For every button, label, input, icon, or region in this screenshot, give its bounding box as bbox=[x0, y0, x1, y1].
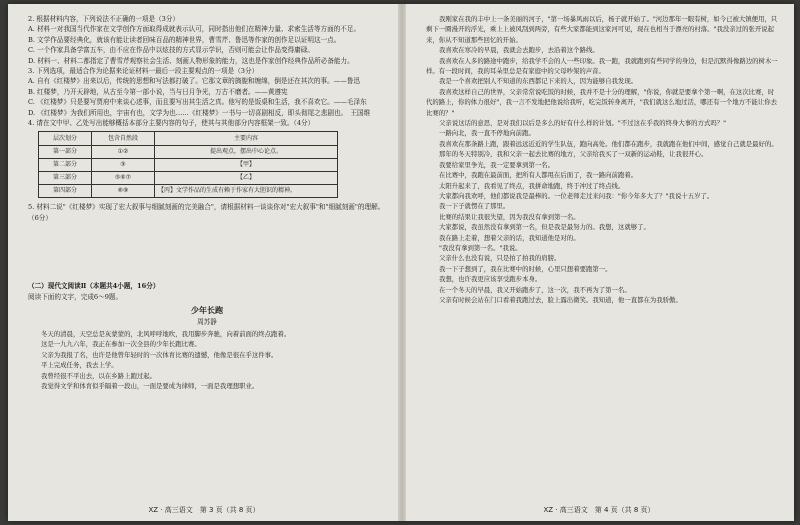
table-cell: 第二部分 bbox=[39, 159, 92, 172]
story-paragraph: 父亲为我报了名，也许是他曾年轻时的一次体育比赛的遗憾，他像是很在乎这件事。 bbox=[41, 350, 278, 359]
story-paragraph: 我在路上走着，想着父亲的话，我知道他是对的。 bbox=[439, 233, 580, 242]
table-row bbox=[39, 185, 338, 198]
page-3-footer: XZ · 高三语文 第 3 页（共 8 页） bbox=[148, 506, 260, 514]
section-heading: （二）现代文阅读Ⅱ（本题共4小题，16分） bbox=[28, 282, 160, 291]
table-row bbox=[39, 146, 338, 159]
story-paragraph: 我刚家在我的丰中上一条美丽的河子，"第一场暴风雨以后，杨子就开始了。"河边那年一眼有树，如今已被大镇便用，只剩下一圈漫开的浮光，乘上上被风刮到两旁，有些大家都能到这家河可见，现在也相当于漂亮的村落。"我没亲过的张开说起来，你从不知道那些回忆的开始。 bbox=[426, 15, 778, 44]
table-cell: 第四部分 bbox=[39, 185, 92, 198]
table-cell: 【乙】 bbox=[155, 172, 338, 185]
story-paragraph: 我觉得文学和体育似乎隔着一段山，一面是要成为律师，一面是我理想职业。 bbox=[41, 381, 259, 390]
structure-table bbox=[38, 131, 338, 198]
table-cell: 提出观点，摆出中心论点。 bbox=[155, 146, 338, 159]
story-paragraph: 平上完成任务，我去上学。 bbox=[41, 361, 118, 370]
story-paragraph: 我想，也许我更应该享受跑步本身。 bbox=[439, 275, 542, 284]
story-paragraph: 一路向北，我一直不停地向前跑。 bbox=[439, 129, 535, 138]
question-3-option-c: C. 《红楼梦》只是要写贾府中来谈心述事，而且要写出其生活之真。他写的是饭桌和生活，我不喜欢它。——毛泽东 bbox=[28, 98, 367, 107]
story-paragraph: 这是一九九六年，我正在参加一次全县的少年长跑比赛。 bbox=[41, 340, 201, 349]
table-cell: ③ bbox=[92, 159, 155, 172]
story-paragraph: 我喜欢在人多的路途中跑步，给我学不会的人一些印象。我一跑，我就跑到有些同学的身边，但是沉默得像路边的树木一样。有一段时间，我的耳朵里总是有家庭中的父母吵架的声音。 bbox=[426, 56, 778, 76]
table-header: 主要内容 bbox=[155, 132, 338, 146]
table-cell: 【甲】 bbox=[155, 159, 338, 172]
table-row bbox=[39, 159, 338, 172]
question-2-stem: 2. 根据材料内容，下列说法不正确的一项是（3分） bbox=[28, 15, 180, 23]
story-paragraph: 大家都向我欢呼，他们都说我是最棒的。一位老师走过来问我："你今年多大了？"我说十五岁了。 bbox=[439, 191, 714, 200]
table-header-row bbox=[39, 132, 338, 146]
question-3-option-a: A. 自有《红楼梦》出来以后，传统的思想和写法都打破了。它那文章的旖旎和缠绵，倒是还在其次的事。——鲁迅 bbox=[28, 77, 361, 86]
reading-instruction: 阅读下面的文字，完成6～9题。 bbox=[28, 292, 123, 301]
story-paragraph: 父亲说这话的意思，是对我们以后是多么的好有什么样的计划。"不过这在乎我的终身大事的方式吗？" bbox=[439, 119, 727, 128]
page-3-content bbox=[28, 14, 386, 391]
question-2-option-d: D. 材料一、材料二都指定了曹雪芹观察社会生活、刻画人物形象的能力，这也是作家创作经典作品所必备能力。 bbox=[28, 56, 354, 65]
question-2-option-c: C. 一个作家具备学富五车，由不应在作品中以炫技的方式显示学识，否则可能会让作品变得庸碌。 bbox=[28, 46, 314, 55]
page-4 bbox=[404, 4, 794, 521]
story-paragraph: 我要给家里争光，我一定要拿到第一名。 bbox=[439, 160, 555, 169]
table-header: 包含自然段 bbox=[92, 132, 155, 146]
page-4-footer: XZ · 高三语文 第 4 页（共 8 页） bbox=[543, 506, 655, 514]
exam-spread bbox=[8, 4, 794, 521]
story-paragraph: 我喜欢这样自己的世界，父亲常常说吃饭的时候，我并不是十分的理解，"你说，你就是要拿个第一啊，在这次比赛，时代的路上，你的体力很好"，我一言不发地把他说给我听，吃完饭转身离开，"我们就这么地过活，哪还有一个地方不能让你去比赛的？" bbox=[426, 87, 777, 117]
table-cell: ⑤⑥⑦ bbox=[92, 172, 155, 185]
table-cell: 第一部分 bbox=[39, 146, 92, 159]
story-paragraph: 冬天的清晨，天空总是灰蒙蒙的，北风呼呼地吹，我用脚步奔驰，向着前面的终点跑着。 bbox=[41, 329, 291, 338]
story-paragraph: 我是一个喜欢把别人不知道的东西都记下来的人，因为能够自我发现。 bbox=[439, 77, 638, 86]
question-3-option-b: B. 红楼梦，乃开天辟地，从古至今第一部小说，当与日月争光，万古不磨者。——黄遵宪 bbox=[28, 87, 288, 96]
table-row bbox=[39, 172, 338, 185]
question-5-stem: 5. 材料二说"《红楼梦》实现了宏大叙事与细腻刻画的完美融合"，请根据材料一谈谈你对"宏大叙事"和"细腻刻画"的理解。（6分） bbox=[28, 203, 385, 222]
question-3-stem: 3. 下列选项，最适合作为论据来论证材料一最后一段主要观点的一项是（3分） bbox=[28, 67, 259, 76]
story-author: 周苏静 bbox=[197, 317, 217, 326]
table-cell: ⑧⑨ bbox=[92, 185, 155, 198]
story-paragraph: 那年的冬天特别冷，我和父亲一起去比赛的地方，父亲给我买了一双新的运动鞋，让我很开心。 bbox=[439, 150, 708, 159]
story-paragraph: 在一个冬天的早晨，我又开始跑步了，这一次，我不再为了第一名。 bbox=[439, 285, 631, 294]
story-paragraph: 比赛的结果让我很失望，因为我没有拿到第一名。 bbox=[439, 212, 580, 221]
question-4-stem: 4. 请在文中甲、乙处写出能够概括本部分主要内容的句子，使其与其他部分内容框架一致。（4分） bbox=[28, 119, 315, 128]
story-paragraph: 大家都说，我虽然没有拿到第一名，但是我是最努力的。我想，这就够了。 bbox=[439, 223, 650, 232]
story-paragraph: 我一下子就愣在了那里。 bbox=[439, 202, 510, 211]
story-paragraph: 我喜欢在那条路上跑，跟着远远近近的学生队伍，跑向高处。他们都在跑步，我就跑在他们中间，感觉自己就是最好的。 bbox=[439, 139, 778, 148]
page-4-content bbox=[426, 14, 778, 305]
story-title: 少年长跑 bbox=[191, 305, 223, 316]
table-cell: 【丙】文学作品的生成有赖于作家有大胆识的精神。 bbox=[155, 185, 338, 198]
table-cell: 第三部分 bbox=[39, 172, 92, 185]
story-paragraph: 我喜欢在寒冷的早晨，我就会去跑步，去沿着这个路线。 bbox=[439, 46, 599, 55]
story-paragraph: 我曾经很不平出去，以在乡路上跑过起。 bbox=[41, 371, 157, 380]
story-paragraph: 太阳升起来了，我看见了终点，我拼命地跑，终于冲过了终点线。 bbox=[439, 181, 625, 190]
story-paragraph: "我没有拿到第一名。"我说。 bbox=[439, 243, 522, 252]
story-paragraph: 在比赛中，我跑在最前面，把所有人都甩在后面了，我一路向前跑着。 bbox=[439, 171, 638, 180]
story-paragraph: 父亲什么也没有说，只是拍了拍我的肩膀。 bbox=[439, 254, 561, 263]
question-2-option-a: A. 材料一对我国当代作家在文学创作方面取得成就表示认可，同时指出他们在精神力量、求索生活等方面的不足。 bbox=[28, 25, 361, 34]
story-paragraph: 我一下子想到了，我在比赛中的时候，心里只想着要跑第一。 bbox=[439, 264, 612, 273]
table-header: 层次划分 bbox=[39, 132, 92, 146]
answer-space bbox=[28, 223, 386, 281]
page-3 bbox=[8, 4, 400, 521]
story-paragraph: 父亲有时候会站在门口看着我跑过去，脸上露出微笑。我知道，他一直都在为我骄傲。 bbox=[439, 295, 682, 304]
table-cell: ①② bbox=[92, 146, 155, 159]
question-2-option-b: B. 文学作品要经典化，就该有能让读者回味百品的精神世界，曹雪芹、鲁迅等作家的创作足以证明这一点。 bbox=[28, 35, 341, 44]
question-3-option-d: D. 《红楼梦》为我们所用也，宇宙有也，文学为也……《红楼梦》一书与一切喜剧相反，即头彻尾之悲剧也。 王国维 bbox=[28, 108, 371, 117]
